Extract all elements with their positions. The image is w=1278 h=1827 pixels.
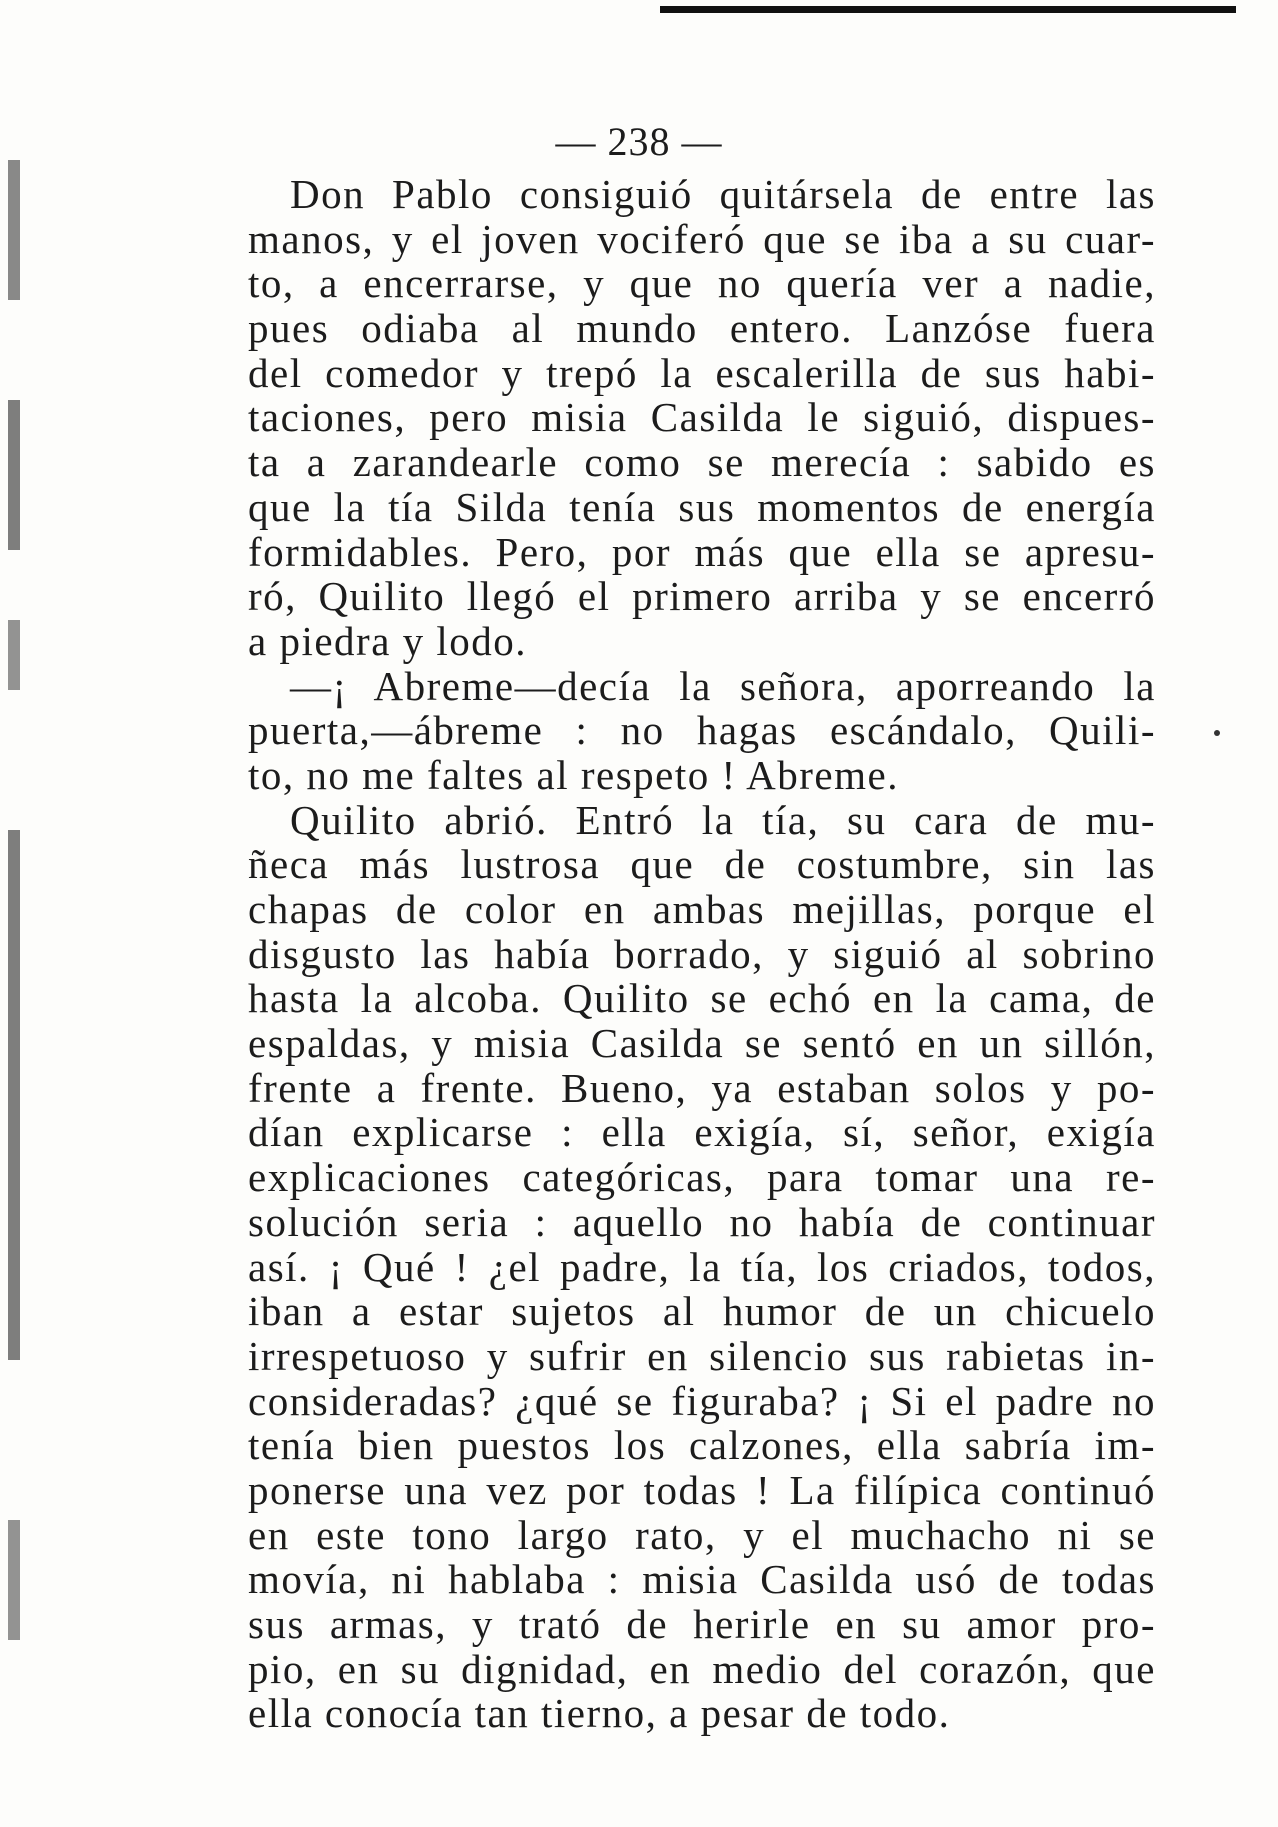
text-line: pio, en su dignidad, en medio del corazón, que	[248, 1645, 1156, 1692]
text-line: frente a frente. Bueno, ya estaban solos y po-	[248, 1064, 1156, 1111]
text-line: iban a estar sujetos al humor de un chicuelo	[248, 1288, 1156, 1335]
text-line: así. ¡ Qué ! ¿el padre, la tía, los criados, todos,	[248, 1243, 1156, 1290]
scan-edge-mark	[8, 620, 20, 690]
text-line: dían explicarse : ella exigía, sí, señor, exigía	[248, 1109, 1156, 1156]
text-line: puerta,—ábreme : no hagas escándalo, Quili-	[248, 707, 1156, 754]
scan-edge-mark	[8, 160, 20, 300]
text-line: —¡ Abreme—decía la señora, aporreando la	[290, 662, 1156, 709]
text-line: espaldas, y misia Casilda se sentó en un sillón,	[248, 1020, 1156, 1067]
text-line: Don Pablo consiguió quitársela de entre las	[290, 171, 1156, 217]
top-rule	[660, 6, 1236, 13]
text-line: manos, y el joven vociferó que se iba a su cuar-	[248, 215, 1156, 262]
text-line: hasta la alcoba. Quilito se echó en la cama, de	[248, 975, 1156, 1022]
text-line: disgusto las había borrado, y siguió al sobrino	[248, 930, 1156, 977]
text-line: sus armas, y trató de herirle en su amor pro-	[248, 1601, 1156, 1647]
text-line: en este tono largo rato, y el muchacho ni se	[248, 1511, 1156, 1558]
text-line: movía, ni hablaba : misia Casilda usó de todas	[248, 1556, 1156, 1603]
text-line: chapas de color en ambas mejillas, porque el	[248, 886, 1156, 932]
text-line: to, a encerrarse, y que no quería ver a nadie,	[248, 260, 1156, 307]
scan-edge-mark	[8, 1520, 20, 1640]
text-line: del comedor y trepó la escalerilla de sus habi-	[248, 349, 1156, 396]
text-line: consideradas? ¿qué se figuraba? ¡ Si el padre no	[248, 1377, 1156, 1424]
text-line: ponerse una vez por todas ! La filípica continuó	[248, 1466, 1156, 1513]
page-number: — 238 —	[555, 119, 723, 164]
text-line: Quilito abrió. Entró la tía, su cara de mu-	[290, 796, 1156, 843]
text-line: explicaciones categóricas, para tomar una re-	[248, 1154, 1156, 1201]
text-line: ta a zarandearle como se merecía : sabido es	[248, 439, 1156, 486]
text-line: ró, Quilito llegó el primero arriba y se encerró	[248, 573, 1156, 620]
text-line: a piedra y lodo.	[248, 617, 528, 664]
text-line: taciones, pero misia Casilda le siguió, dispues-	[248, 394, 1156, 441]
text-line: formidables. Pero, por más que ella se apresu-	[248, 528, 1156, 575]
text-line: ella conocía tan tierno, a pesar de todo.	[248, 1690, 951, 1737]
text-line: pues odiaba al mundo entero. Lanzóse fuera	[248, 305, 1156, 352]
scan-edge-marks	[0, 0, 40, 1827]
text-line: tenía bien puestos los calzones, ella sabría im-	[248, 1422, 1156, 1469]
body-text	[248, 172, 1156, 1736]
text-line: solución seria : aquello no había de continuar	[248, 1198, 1156, 1245]
text-line: ñeca más lustrosa que de costumbre, sin las	[248, 841, 1156, 888]
scan-edge-mark	[8, 830, 20, 1360]
text-line: que la tía Silda tenía sus momentos de energía	[248, 483, 1156, 530]
margin-dot	[1214, 730, 1220, 736]
text-line: to, no me faltes al respeto ! Abreme.	[248, 751, 899, 798]
scan-edge-mark	[8, 400, 20, 550]
text-line: irrespetuoso y sufrir en silencio sus rabietas in-	[248, 1332, 1156, 1379]
